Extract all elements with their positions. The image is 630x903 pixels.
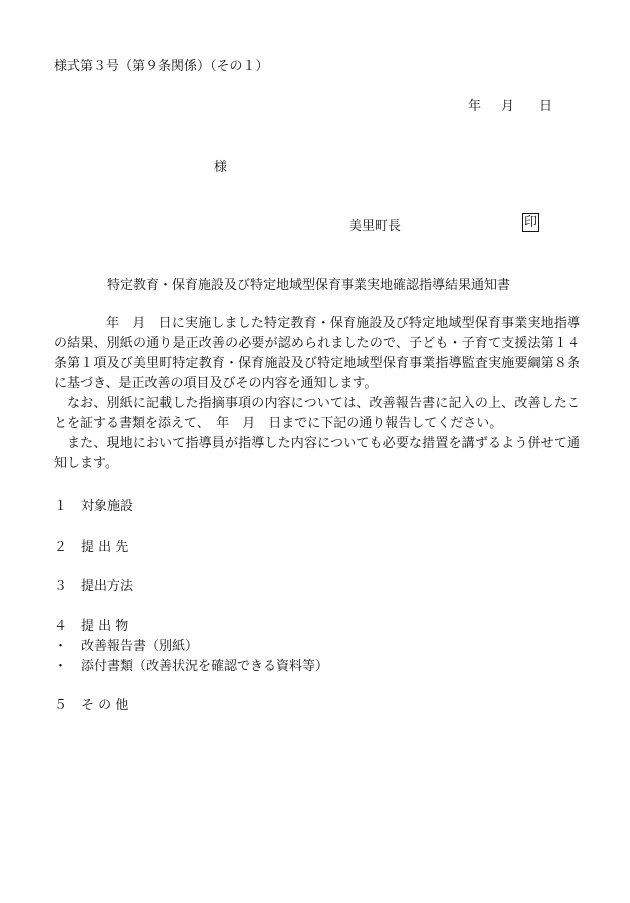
bullet-label: 添付書類（改善状況を確認できる資料等） [81, 659, 329, 674]
sender-name: 美里町長 [349, 219, 402, 234]
form-number: 様式第３号（第９条関係）（その１） [54, 59, 269, 74]
item-number: ４ [54, 619, 68, 634]
bullet-item [54, 655, 328, 674]
body-paragraph-3: また、現地において指導員が指導した内容についても必要な措置を講ずるよう併せて通知します。 [54, 436, 580, 471]
bullet-dot: ・ [54, 639, 68, 654]
item-label: 提 出 先 [81, 540, 129, 555]
item-number: １ [54, 499, 68, 514]
item-other [54, 694, 128, 713]
date-day: 日 [539, 99, 553, 114]
date-month: 月 [501, 99, 515, 114]
notice-body [54, 314, 580, 474]
item-submit-to [54, 536, 128, 555]
item-label: 提出方法 [81, 579, 134, 594]
item-label: 対象施設 [81, 499, 134, 514]
body-paragraph-1: 年 月 日に実施しました特定教育・保育施設及び特定地域型保育事業実地指導の結果、別紙の通り是正改善の必要が認められましたので、子ども・子育て支援法第１４条第１項及び美里町特定教育・保育施設及び特定地域型保育事業指導監査実施要綱第８条に基づき、是正改善の項目及びその内容を通知します。 [54, 316, 580, 391]
bullet-dot: ・ [54, 659, 68, 674]
document-title: 特定教育・保育施設及び特定地域型保育事業実地確認指導結果通知書 [107, 278, 511, 293]
item-label: 提 出 物 [81, 619, 129, 634]
bullet-label: 改善報告書（別紙） [81, 639, 199, 654]
item-number: ２ [54, 540, 68, 555]
addressee-suffix: 様 [214, 160, 228, 175]
seal-mark: 印 [524, 215, 538, 230]
item-target-facility [54, 495, 133, 514]
item-submit-method [54, 575, 133, 594]
item-number: ５ [54, 698, 68, 713]
item-number: ３ [54, 579, 68, 594]
date-year: 年 [468, 99, 482, 114]
item-submissions [54, 615, 128, 634]
date-line [468, 95, 552, 114]
item-label: そ の 他 [81, 698, 129, 713]
body-paragraph-2: なお、別紙に記載した指摘事項の内容については、改善報告書に記入の上、改善したことを証する書類を添えて、 年 月 日までに下記の通り報告してください。 [54, 396, 580, 431]
bullet-item [54, 635, 198, 654]
